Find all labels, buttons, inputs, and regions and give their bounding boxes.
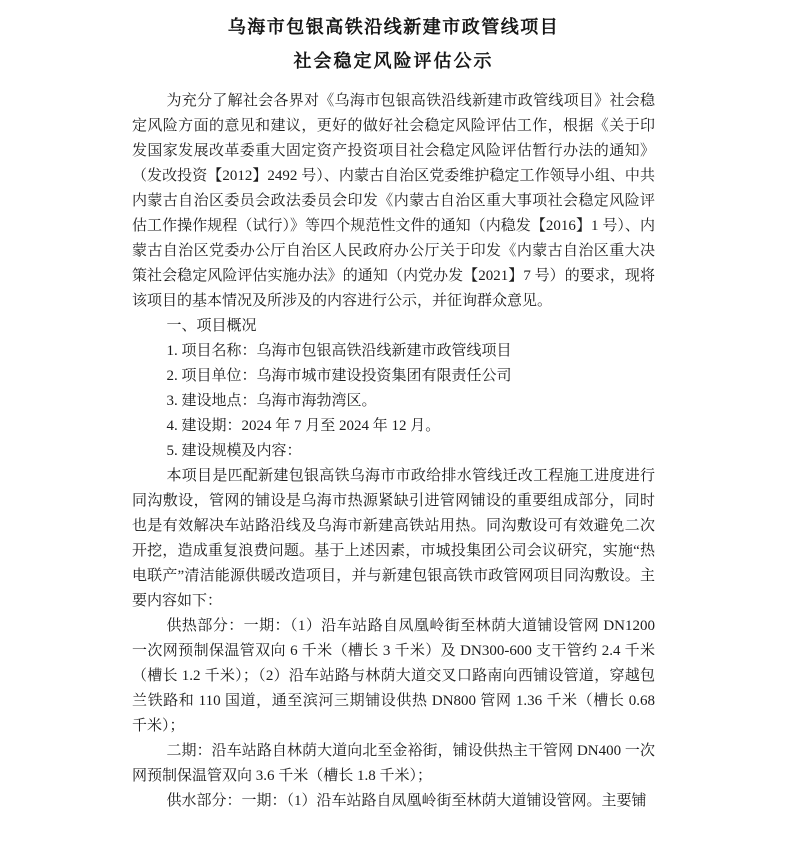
item-project-period: 4. 建设期：2024 年 7 月至 2024 年 12 月。 <box>166 418 441 434</box>
section-heading-project-overview: 一、项目概况 <box>166 318 257 334</box>
item-project-name: 1. 项目名称：乌海市包银高铁沿线新建市政管线项目 <box>166 343 512 359</box>
paragraph-scale-description: 本项目是匹配新建包银高铁乌海市市政给排水管线迁改工程施工进度进行同沟敷设，管网的铺设是乌海市热源紧缺引进管网铺设的重要组成部分，同时也是有效解决车站路沿线及乌海市新建高铁站用热。同沟敷设可有效避免二次开挖，造成重复浪费问题。基于上述因素，市城投集团公司会议研究，实施“热电联产”清洁能源供暖改造项目，并与新建包银高铁市政管网项目同沟敷设。主要内容如下： <box>132 468 655 609</box>
doc-title-line1: 乌海市包银高铁沿线新建市政管线项目 <box>227 17 560 37</box>
paragraph-heating-phase1: 供热部分：一期：（1）沿车站路自凤凰岭街至林荫大道铺设管网 DN1200 一次网预制保温管双向 6 千米（槽长 3 千米）及 DN300-600 支干管约 2.4 千米（槽长 1.2 千米）；（2）沿车站路与林荫大道交叉口路南向西铺设管道，穿越包兰铁路和 110 国道，通至滨河三期铺设供热 DN800 管网 1.36 千米（槽长 0.68 千米）； <box>132 618 655 734</box>
item-project-unit: 2. 项目单位：乌海市城市建设投资集团有限责任公司 <box>166 368 512 384</box>
paragraph-heating-phase2: 二期：沿车站路自林荫大道向北至金裕街，铺设供热主干管网 DN400 一次网预制保温管双向 3.6 千米（槽长 1.8 千米）； <box>132 743 655 784</box>
item-project-scale-label: 5. 建设规模及内容： <box>166 443 302 459</box>
paragraph-water-phase1: 供水部分：一期：（1）沿车站路自凤凰岭街至林荫大道铺设管网。主要铺 <box>166 793 647 809</box>
item-project-location: 3. 建设地点：乌海市海勃湾区。 <box>166 393 377 409</box>
document-header <box>132 10 655 78</box>
intro-paragraph: 为充分了解社会各界对《乌海市包银高铁沿线新建市政管线项目》社会稳定风险方面的意见和建议，更好的做好社会稳定风险评估工作，根据《关于印发国家发展改革委重大固定资产投资项目社会稳定风险评估暂行办法的通知》（发改投资【2012】2492 号）、内蒙古自治区党委维护稳定工作领导小组、中共内蒙古自治区委员会政法委员会印发《内蒙古自治区重大事项社会稳定风险评估工作操作规程（试行）》等四个规范性文件的通知（内稳发【2016】1 号）、内蒙古自治区党委办公厅自治区人民政府办公厅关于印发《内蒙古自治区重大决策社会稳定风险评估实施办法》的通知（内党办发【2021】7 号）的要求，现将该项目的基本情况及所涉及的内容进行公示，并征询群众意见。 <box>132 93 655 309</box>
document-body <box>132 89 655 814</box>
doc-title-line2: 社会稳定风险评估公示 <box>293 51 494 71</box>
